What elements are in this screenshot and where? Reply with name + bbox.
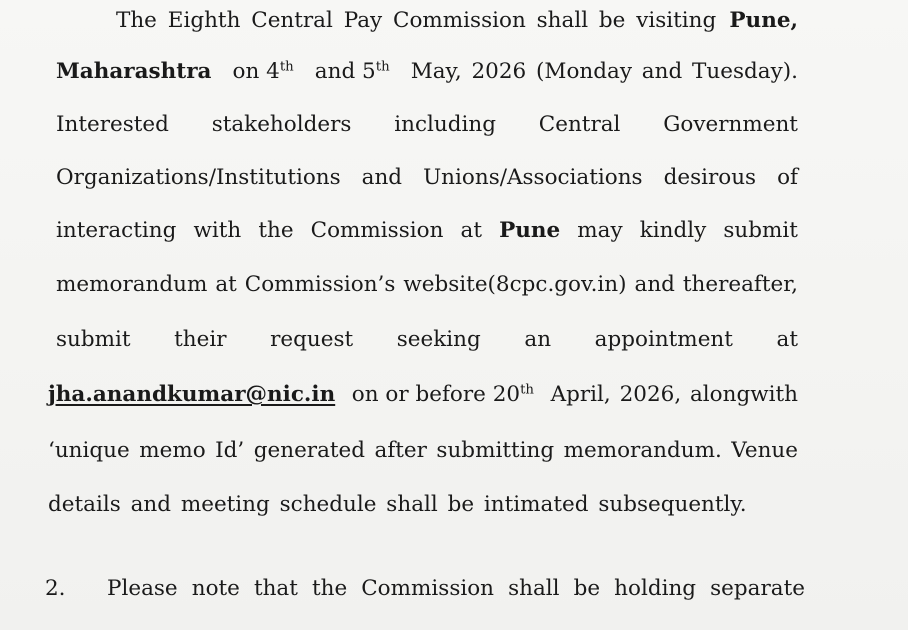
line-5-word: may: [577, 218, 623, 243]
paragraph-2-word: the: [311, 576, 348, 601]
line-5: [56, 216, 798, 246]
line-10: [48, 490, 798, 520]
line-8-sup: th: [520, 382, 535, 398]
paragraph-2-word: shall: [508, 576, 560, 601]
line-7: [56, 325, 798, 355]
line-6-word: and: [634, 272, 675, 297]
line-9-word: memo: [139, 438, 206, 463]
line-6-word: at: [215, 272, 237, 297]
line-4-word: of: [777, 165, 798, 190]
email-link[interactable]: jha.anandkumar@nic.in: [48, 382, 336, 407]
line-3-word: Government: [663, 112, 798, 137]
paragraph-2-word: that: [253, 576, 298, 601]
line-2-and: and 5: [314, 59, 376, 84]
line-4-word: and: [361, 165, 403, 190]
line-7-word: at: [776, 327, 798, 352]
line-6-word: website(8cpc.gov.in): [403, 272, 627, 297]
paragraph-2-word: be: [573, 576, 601, 601]
line-6-word: thereafter,: [682, 272, 798, 297]
line-9-word: after: [374, 438, 427, 463]
line-9: [48, 436, 798, 466]
line-5-word: the: [258, 218, 294, 243]
line-6: [56, 270, 798, 300]
line-7-word: an: [524, 327, 552, 352]
line-7-word: appointment: [594, 327, 733, 352]
line-2-sup-2: th: [375, 59, 390, 75]
line-3-word: stakeholders: [211, 112, 352, 137]
line-3-word: Interested: [56, 112, 169, 137]
paragraph-2-number: 2.: [45, 576, 66, 601]
line-5-word: submit: [723, 218, 798, 243]
line-6-word: Commission’s: [244, 272, 396, 297]
line-5-word: at: [460, 218, 482, 243]
line-4-word: Unions/Associations: [423, 165, 643, 190]
line-3: [56, 110, 798, 140]
line-2-on: on 4: [232, 59, 280, 84]
line-5-bold-pune: Pune: [499, 218, 561, 243]
line-2-bold-maharashtra: Maharashtra: [56, 59, 212, 84]
line-2-date-part-2: [315, 57, 390, 87]
paragraph-2-text: [107, 574, 805, 604]
paragraph-2-word: Commission: [361, 576, 495, 601]
line-1-text: The Eighth Central Pay Commission shall be visiting: [116, 8, 717, 33]
line-8-post: April, 2026, alongwith: [550, 382, 798, 407]
paragraph-2-word: holding: [614, 576, 697, 601]
paragraph-2-word: Please: [107, 576, 178, 601]
line-4-word: desirous: [663, 165, 757, 190]
line-2-date-part-1: [233, 57, 294, 87]
line-7-word: submit: [56, 327, 131, 352]
line-9-word: Venue: [731, 438, 798, 463]
line-6-word: memorandum: [56, 272, 208, 297]
paragraph-2-word: note: [191, 576, 240, 601]
line-4: [56, 163, 798, 193]
line-7-word: seeking: [396, 327, 481, 352]
paragraph-2: [45, 574, 805, 604]
line-5-word: Commission: [310, 218, 444, 243]
line-5-word: kindly: [639, 218, 707, 243]
line-7-word: their: [174, 327, 227, 352]
line-8-deadline: [352, 380, 534, 410]
line-4-word: Organizations/Institutions: [56, 165, 341, 190]
line-1-bold-pune: Pune,: [729, 8, 798, 33]
line-8: [48, 380, 798, 410]
line-9-word: Id’: [215, 438, 245, 463]
line-9-word: ‘unique: [48, 438, 130, 463]
line-9-word: generated: [253, 438, 366, 463]
line-5-word: with: [193, 218, 242, 243]
line-2: [56, 57, 798, 87]
line-3-word: including: [394, 112, 496, 137]
line-3-word: Central: [538, 112, 621, 137]
line-8-pre: on or before 20: [351, 382, 521, 407]
paragraph-2-word: separate: [710, 576, 805, 601]
line-7-word: request: [270, 327, 354, 352]
line-9-word: submitting: [436, 438, 555, 463]
line-5-word: interacting: [56, 218, 177, 243]
line-1: [116, 6, 798, 36]
line-2-sup-1: th: [279, 59, 294, 75]
line-2-rest: May, 2026 (Monday and Tuesday).: [410, 59, 798, 84]
line-10-text: details and meeting schedule shall be intimated subsequently.: [48, 492, 747, 517]
line-9-word: memorandum.: [563, 438, 722, 463]
